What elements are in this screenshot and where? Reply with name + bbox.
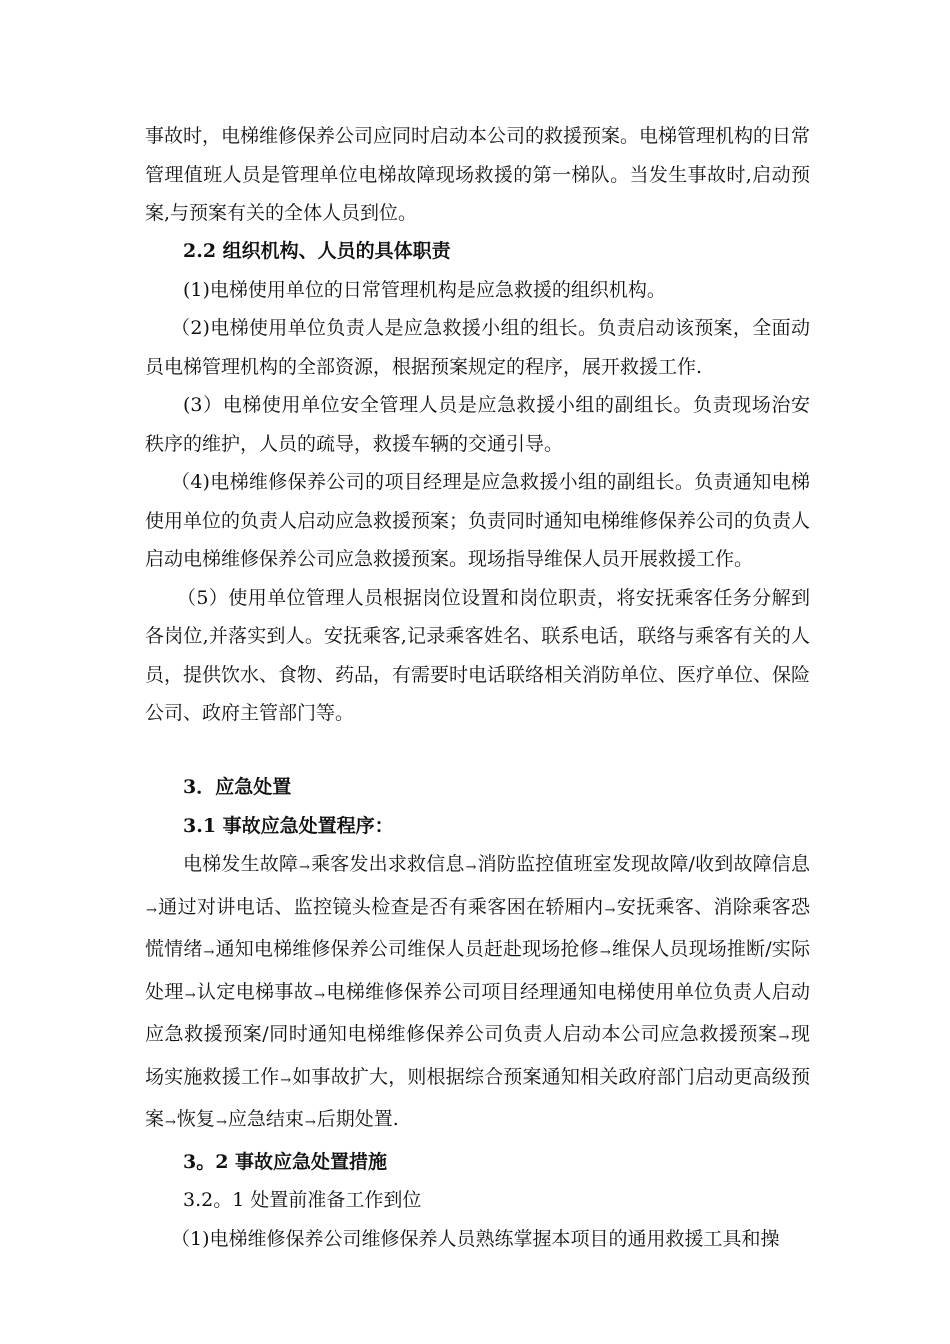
arrow-right-icon: → <box>465 860 477 875</box>
procedure-step: 电梯维修保养公司项目经理通知电梯使用单位负责人启动应急救援预案/同时通知电梯维修保养公司负责人启动本公司应急救援预案 <box>145 980 810 1045</box>
arrow-right-icon: → <box>146 902 157 918</box>
heading-3: 3．应急处置 <box>183 776 292 798</box>
procedure-step: 通过对讲电话、监控镜头检查是否有乘客困在轿厢内 <box>157 895 604 918</box>
duty-item-2: （2)电梯使用单位负责人是应急救援小组的组长。负责启动该预案，全面动员电梯管理机构的全部资源，根据预案规定的程序，展开救援工作. <box>145 317 810 378</box>
arrow-right-icon: → <box>599 945 611 960</box>
procedure-step: 通知电梯维修保养公司维保人员赶赴现场抢修 <box>215 938 599 960</box>
arrow-right-icon: → <box>304 1115 316 1130</box>
duty-item-4: （4)电梯维修保养公司的项目经理是应急救援小组的副组长。负责通知电梯使用单位的负责人启动应急救援预案；负责同时通知电梯维修保养公司的负责人启动电梯维修保养公司应急救援预案。现场指导维保人员开展救援工作。 <box>145 471 811 570</box>
procedure-step: 电梯发生故障 <box>183 853 299 875</box>
arrow-right-icon: → <box>778 1030 790 1045</box>
arrow-right-icon: → <box>184 987 196 1003</box>
arrow-right-icon: → <box>314 987 326 1003</box>
section-3 <box>145 768 810 1258</box>
procedure-step: 恢复 <box>176 1108 215 1130</box>
procedure-step: 应急结束 <box>227 1108 304 1130</box>
paragraph-emergency-start: 事故时，电梯维修保养公司应同时启动本公司的救援预案。电梯管理机构的日常管理值班人员是管理单位电梯故障现场救援的第一梯队。当发生事故时,启动预案,与预案有关的全体人员到位。 <box>145 125 811 224</box>
section-2-1-continuation <box>145 117 810 233</box>
arrow-right-icon: → <box>299 860 310 875</box>
duty-item-5: （5）使用单位管理人员根据岗位设置和岗位职责，将安抚乘客任务分解到各岗位,并落实到人。安抚乘客,记录乘客姓名、联系电话，联络与乘客有关的人员，提供饮水、食物、药品，有需要时电话联络相关消防单位、医疗单位、保险公司、政府主管部门等。 <box>145 586 811 724</box>
procedure-step: 现场实施救援工作 <box>145 1023 810 1088</box>
procedure-step: 维保人员现场推断/实际处理 <box>145 938 810 1003</box>
heading-3-2-1: 3.2。1 处置前准备工作到位 <box>183 1189 422 1211</box>
arrow-right-icon: → <box>215 1115 227 1130</box>
arrow-right-icon: → <box>165 1115 176 1130</box>
procedure-step: 乘客发出求救信息 <box>310 853 465 875</box>
arrow-right-icon: → <box>203 945 215 960</box>
duty-item-1: (1)电梯使用单位的日常管理机构是应急救援的组织机构。 <box>183 278 666 301</box>
procedure-step: 后期处置. <box>316 1108 399 1130</box>
procedure-step: 消防监控值班室发现故障/收到故障信息 <box>477 853 810 875</box>
heading-3-1: 3.1 事故应急处置程序： <box>183 814 394 837</box>
section-2-2 <box>145 232 810 733</box>
procedure-paragraph <box>145 845 810 1143</box>
heading-3-2: 3。2 事故应急处置措施 <box>183 1150 388 1173</box>
arrow-right-icon: → <box>280 1072 292 1088</box>
prep-item-1: （1)电梯维修保养公司维修保养人员熟练掌握本项目的通用救援工具和操 <box>171 1227 780 1250</box>
arrow-right-icon: → <box>604 902 616 918</box>
procedure-step: 如事故扩大，则根据综合预案通知相关政府部门启动更高级预案 <box>145 1065 810 1130</box>
procedure-step: 认定电梯事故 <box>196 980 314 1003</box>
duty-item-3: (3）电梯使用单位安全管理人员是应急救援小组的副组长。负责现场治安秩序的维护，人员的疏导，救援车辆的交通引导。 <box>145 394 810 455</box>
procedure-step: 安抚乘客、消除乘客恐慌情绪 <box>145 895 810 960</box>
heading-2-2: 2.2 组织机构、人员的具体职责 <box>183 240 451 262</box>
